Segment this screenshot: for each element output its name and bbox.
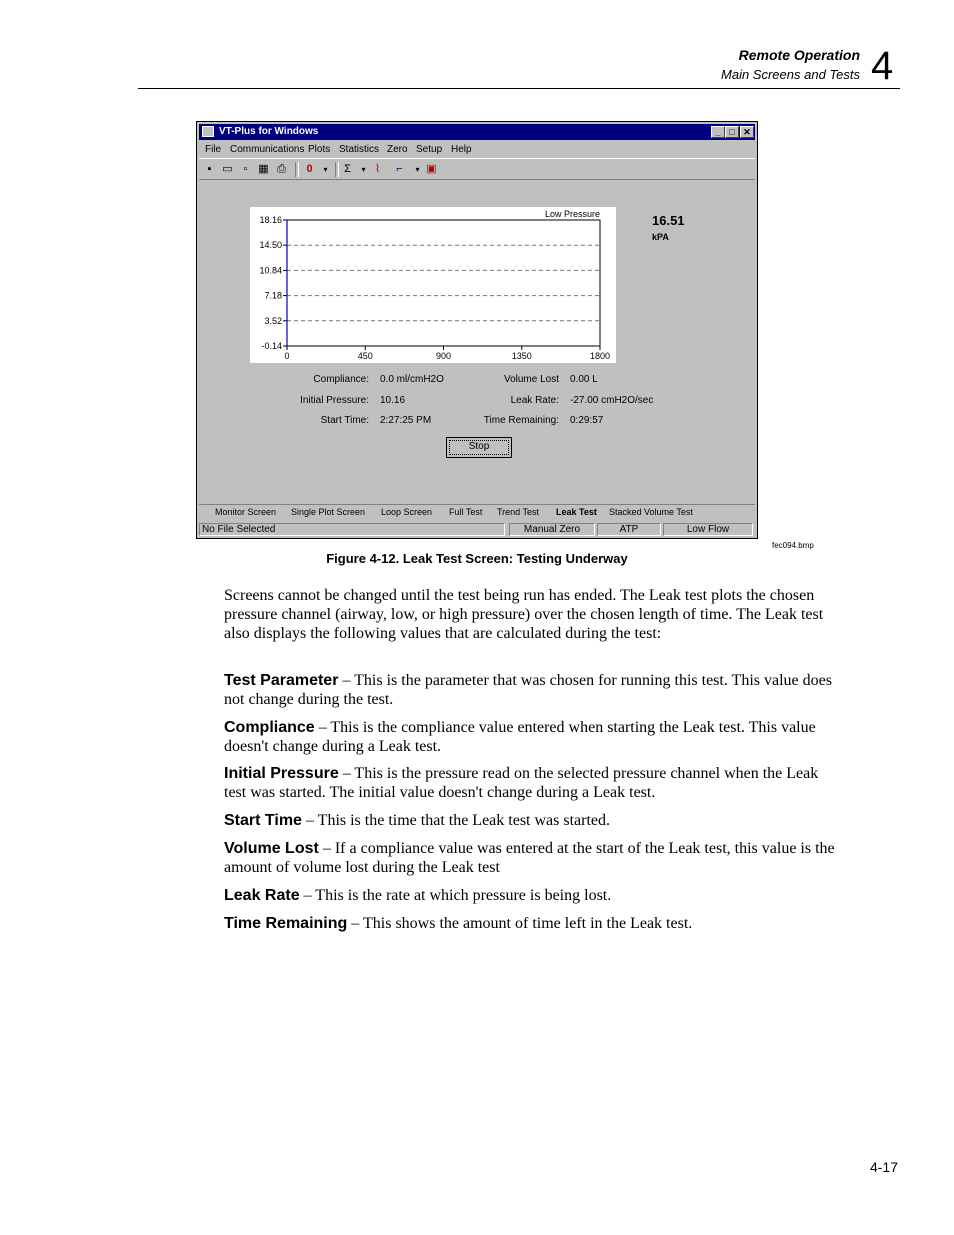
- tab-stacked-volume-test[interactable]: Stacked Volume Test: [609, 507, 693, 517]
- y-tick-label: 14.50: [259, 240, 282, 251]
- menu-help[interactable]: Help: [451, 144, 472, 155]
- menu-communications[interactable]: Communications: [230, 144, 305, 155]
- y-tick-label: 10.84: [259, 265, 282, 276]
- chevron-down-icon[interactable]: ▾: [323, 165, 328, 174]
- plot-frame: [287, 220, 600, 346]
- leak-rate-value: -27.00 cmH2O/sec: [570, 395, 654, 406]
- term-compliance: Compliance: [224, 719, 315, 736]
- maximize-button[interactable]: □: [725, 126, 739, 138]
- definition-compliance: [224, 718, 844, 756]
- volume-lost-value: 0.00 L: [570, 374, 598, 385]
- definition-text: – This is the pressure read on the selected pressure channel when the Leak test was started. The initial value doesn't change during a Leak test.: [224, 765, 819, 801]
- toolbar: [199, 158, 755, 180]
- definition-text: – This is the parameter that was chosen for running this test. This value does not change during the test.: [224, 672, 832, 708]
- page-number: 4-17: [869, 1159, 898, 1175]
- volume-lost-label: Volume Lost: [503, 374, 559, 385]
- start-time-label: Start Time:: [320, 415, 369, 426]
- y-tick-label: 18.16: [259, 215, 282, 225]
- save-icon[interactable]: ▪: [207, 163, 212, 175]
- status-bar: [199, 522, 755, 537]
- definition-leak-rate: [224, 886, 844, 905]
- leak-rate-label: Leak Rate:: [510, 395, 559, 406]
- y-tick-label: -0.14: [261, 341, 282, 351]
- status-zero: Manual Zero: [509, 523, 595, 536]
- minimize-button[interactable]: _: [711, 126, 725, 138]
- figure-caption: Figure 4-12. Leak Test Screen: Testing Underway: [326, 551, 628, 566]
- app-window: [196, 121, 758, 539]
- x-tick-label: 1350: [511, 351, 532, 361]
- pressure-chart: [250, 207, 616, 363]
- chevron-down-icon[interactable]: ▾: [361, 165, 366, 174]
- definition-text: – If a compliance value was entered at the start of the Leak test, this value is the amount of volume lost during the Leak test: [224, 840, 835, 876]
- definition-initial-pressure: [224, 764, 844, 802]
- waveform-icon[interactable]: ⌐: [396, 163, 403, 175]
- menu-zero[interactable]: Zero: [387, 144, 408, 155]
- stop-button-label: Stop: [468, 441, 490, 452]
- title-bar[interactable]: [199, 124, 755, 140]
- open-folder-icon[interactable]: ▭: [222, 163, 233, 175]
- x-tick-label: 0: [284, 351, 290, 361]
- chart-svg: [250, 207, 616, 363]
- definition-test-parameter: [224, 671, 844, 709]
- menu-statistics[interactable]: Statistics: [339, 144, 380, 155]
- initial-pressure-label: Initial Pressure:: [300, 395, 369, 406]
- chevron-down-icon[interactable]: ▾: [415, 165, 420, 174]
- tab-full-test[interactable]: Full Test: [449, 507, 483, 517]
- tab-monitor-screen[interactable]: Monitor Screen: [215, 507, 277, 517]
- compliance-label: Compliance:: [313, 374, 369, 385]
- intro-paragraph: Screens cannot be changed until the test being run has ended. The Leak test plots the chosen pressure channel (airway, low, or high pressure) over the chosen length of time. The Leak test also displays the following values that are calculated during the test:: [224, 587, 824, 642]
- y-tick-label: 7.18: [264, 290, 282, 301]
- toolbar-separator: [295, 162, 299, 177]
- sigma-icon[interactable]: Σ: [344, 163, 351, 175]
- start-time-value: 2:27:25 PM: [380, 415, 432, 426]
- x-tick-label: 450: [357, 351, 373, 361]
- time-remaining-value: 0:29:57: [570, 415, 604, 426]
- menu-setup[interactable]: Setup: [416, 144, 443, 155]
- tab-trend-test[interactable]: Trend Test: [497, 507, 540, 517]
- compliance-value: 0.0 ml/cmH2O: [380, 374, 444, 385]
- definition-volume-lost: [224, 839, 844, 877]
- term-initial-pressure: Initial Pressure: [224, 765, 339, 782]
- zero-button[interactable]: 0: [306, 163, 313, 175]
- menu-file[interactable]: File: [205, 144, 222, 155]
- term-start-time: Start Time: [224, 812, 302, 829]
- status-flow: Low Flow: [663, 523, 753, 536]
- tab-loop-screen[interactable]: Loop Screen: [381, 507, 433, 517]
- toolbar-separator: [335, 162, 339, 177]
- status-file: No File Selected: [199, 523, 505, 536]
- chapter-number: 4: [871, 44, 894, 88]
- y-tick-label: 3.52: [264, 315, 282, 326]
- tab-single-plot-screen[interactable]: Single Plot Screen: [291, 507, 366, 517]
- initial-pressure-value: 10.16: [380, 395, 406, 406]
- app-icon[interactable]: [202, 126, 214, 137]
- window-title: VT-Plus for Windows: [219, 126, 319, 137]
- screen-tabs: [199, 504, 755, 521]
- figure-file-label: fec094.bmp: [772, 541, 814, 550]
- term-leak-rate: Leak Rate: [224, 887, 300, 904]
- x-tick-label: 900: [435, 351, 452, 361]
- report-icon[interactable]: ▦: [258, 163, 269, 175]
- menu-bar: [199, 141, 755, 157]
- menu-plots[interactable]: Plots: [308, 144, 331, 155]
- term-time-remaining: Time Remaining: [224, 915, 348, 932]
- definition-time-remaining: [224, 914, 844, 933]
- tab-leak-test[interactable]: Leak Test: [556, 507, 597, 517]
- chart-icon[interactable]: ⌇: [374, 163, 381, 175]
- chart-title: Low Pressure: [544, 209, 600, 219]
- time-remaining-label: Time Remaining:: [483, 415, 559, 426]
- pressure-unit: kPA: [652, 232, 669, 242]
- term-test-parameter: Test Parameter: [224, 672, 339, 689]
- definition-text: – This is the time that the Leak test was started.: [301, 812, 611, 829]
- folder-icon[interactable]: ▫: [243, 163, 248, 175]
- definition-start-time: [224, 811, 844, 830]
- stop-button[interactable]: [446, 437, 512, 458]
- section-subtitle: Main Screens and Tests: [721, 67, 860, 82]
- status-atp: ATP: [597, 523, 661, 536]
- header-rule: [138, 88, 900, 89]
- x-tick-label: 1800: [589, 351, 611, 361]
- term-volume-lost: Volume Lost: [224, 840, 319, 857]
- close-button[interactable]: ✕: [740, 126, 754, 138]
- definition-text: – This is the compliance value entered when starting the Leak test. This value doesn't change during a Leak test.: [224, 719, 816, 755]
- print-icon[interactable]: ⎙: [277, 163, 286, 175]
- section-title: Remote Operation: [738, 47, 860, 63]
- pressure-readout: 16.51: [652, 213, 685, 228]
- graph-icon[interactable]: ▣: [426, 163, 437, 175]
- definition-text: – This is the rate at which pressure is being lost.: [299, 887, 612, 904]
- definition-text: – This shows the amount of time left in the Leak test.: [347, 915, 693, 932]
